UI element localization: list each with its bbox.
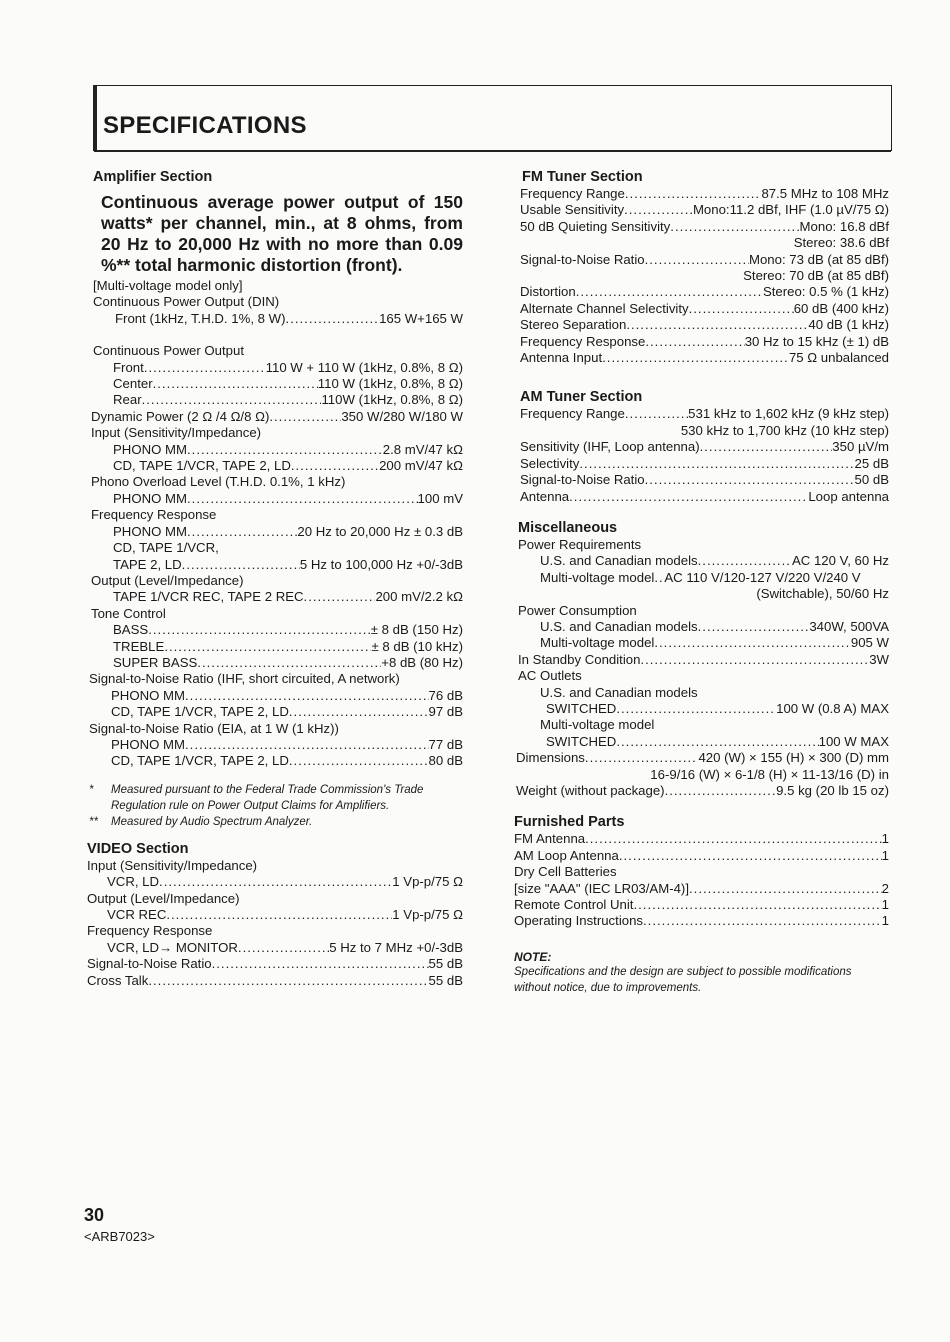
spec-row-am-sensitivity: Sensitivity (IHF, Loop antenna) ..... 350 µV/m xyxy=(514,439,889,455)
ac-mv-label: Multi-voltage model xyxy=(540,717,655,733)
spec-row-fr-tape: TAPE 2, LD ..... 5 Hz to 100,000 Hz +0/-3dB xyxy=(87,557,463,573)
spec-row-bass: BASS ..... ± 8 dB (150 Hz) xyxy=(87,622,463,638)
ac-us-label: U.S. and Canadian models xyxy=(540,684,698,700)
dimensions-inches: 16-9/16 (W) × 6-1/8 (H) × 11-13/16 (D) in xyxy=(650,766,889,782)
spec-row-video-fr: VCR, LD→ MONITOR ..... 5 Hz to 7 MHz +0/-3dB xyxy=(87,940,463,956)
spec-row-rear: Rear ..... 110W (1kHz, 0.8%, 8 Ω) xyxy=(87,392,463,408)
spec-row-am-selectivity: Selectivity ..... 25 dB xyxy=(514,456,889,472)
page-title: SPECIFICATIONS xyxy=(103,112,307,139)
fm-heading: FM Tuner Section xyxy=(522,169,643,185)
power-req-label: Power Requirements xyxy=(518,536,642,552)
spec-row-phono-overload: PHONO MM ..... 100 mV xyxy=(87,491,463,507)
snr-ihf-label: Signal-to-Noise Ratio (IHF, short circuited, A network) xyxy=(89,671,400,687)
power-consumption-label: Power Consumption xyxy=(518,602,637,618)
spec-row-am-antenna: Antenna ..... Loop antenna xyxy=(514,489,889,505)
fm-snr-stereo: Stereo: 70 dB (at 85 dBf) xyxy=(743,268,889,284)
page-number: 30 xyxy=(84,1205,105,1225)
spec-row-snr-ihf-phono: PHONO MM ..... 76 dB xyxy=(87,688,463,704)
tone-label: Tone Control xyxy=(91,605,166,621)
video-heading: VIDEO Section xyxy=(87,840,189,857)
footnote-2: ** Measured by Audio Spectrum Analyzer. xyxy=(89,815,313,828)
spec-row-fm-snr: Signal-to-Noise Ratio ..... Mono: 73 dB (at 85 dBf) xyxy=(514,252,889,268)
spec-row-fm-separation: Stereo Separation ..... 40 dB (1 kHz) xyxy=(514,317,889,333)
spec-row-center: Center ..... 110 W (1kHz, 0.8%, 8 Ω) xyxy=(87,376,463,392)
spec-row-video-input: VCR, LD ..... 1 Vp-p/75 Ω xyxy=(87,874,463,890)
part-batteries-label: Dry Cell Batteries xyxy=(514,864,617,880)
spec-row-front: Front ..... 110 W + 110 W (1kHz, 0.8%, 8 Ω) xyxy=(87,360,463,376)
spec-row-input-cd: CD, TAPE 1/VCR, TAPE 2, LD ..... 200 mV/47 kΩ xyxy=(87,458,463,474)
spec-row-fm-freq-range: Frequency Range ..... 87.5 MHz to 108 MHz xyxy=(514,186,889,202)
am-freq-range-2: 530 kHz to 1,700 kHz (10 kHz step) xyxy=(680,422,889,438)
spec-row-video-output: VCR REC ..... 1 Vp-p/75 Ω xyxy=(87,907,463,923)
power-statement: Continuous average power output of 150 watts* per channel, min., at 8 ohms, from 20 Hz to 20,000 Hz with no more than 0.09 %** total harmonic distortion (front). xyxy=(101,192,463,275)
spec-row-treble: TREBLE ..... ± 8 dB (10 kHz) xyxy=(87,639,463,655)
spec-row-fm-quieting: 50 dB Quieting Sensitivity ..... Mono: 16.8 dBf xyxy=(514,219,889,235)
spec-row-fm-response: Frequency Response ..... 30 Hz to 15 kHz (± 1) dB xyxy=(514,334,889,350)
spec-row-snr-ihf-cd: CD, TAPE 1/VCR, TAPE 2, LD ..... 97 dB xyxy=(87,704,463,720)
phono-overload-label: Phono Overload Level (T.H.D. 0.1%, 1 kHz) xyxy=(91,474,346,490)
right-column xyxy=(514,168,889,996)
spec-row-pr-mv: Multi-voltage model ..... AC 110 V/120-127 V/220 V/240 V xyxy=(514,570,889,586)
input-label: Input (Sensitivity/Impedance) xyxy=(91,425,262,441)
video-input-label: Input (Sensitivity/Impedance) xyxy=(87,857,258,873)
video-output-label: Output (Level/Impedance) xyxy=(87,890,240,906)
spec-row-video-snr: Signal-to-Noise Ratio ..... 55 dB xyxy=(87,956,463,972)
spec-row-video-crosstalk: Cross Talk ..... 55 dB xyxy=(87,973,463,989)
spec-row-part-remote: Remote Control Unit ..... 1 xyxy=(514,897,889,913)
document-code: <ARB7023> xyxy=(84,1229,155,1244)
spec-row-ac-mv-switched: SWITCHED ..... 100 W MAX xyxy=(514,734,889,750)
misc-heading: Miscellaneous xyxy=(518,519,618,536)
note-heading: NOTE: xyxy=(514,949,552,964)
spec-row-din-front: Front (1kHz, T.H.D. 1%, 8 W) ..... 165 W+165 W xyxy=(87,311,463,327)
spec-row-part-fm-antenna: FM Antenna ..... 1 xyxy=(514,831,889,847)
snr-eia-label: Signal-to-Noise Ratio (EIA, at 1 W (1 kHz)) xyxy=(89,720,339,736)
spec-row-am-snr: Signal-to-Noise Ratio ..... 50 dB xyxy=(514,472,889,488)
note-text: Specifications and the design are subject to possible modifications without notice, due to improvements. xyxy=(514,965,852,994)
spec-row-input-phono: PHONO MM ..... 2.8 mV/47 kΩ xyxy=(87,442,463,458)
spec-row-fr-phono: PHONO MM ..... 20 Hz to 20,000 Hz ± 0.3 dB xyxy=(87,524,463,540)
amplifier-heading: Amplifier Section xyxy=(93,169,213,185)
spec-row-pr-us: U.S. and Canadian models ..... AC 120 V, 60 Hz xyxy=(514,553,889,569)
spec-row-am-freq-range: Frequency Range ..... 531 kHz to 1,602 kHz (9 kHz step) xyxy=(514,406,889,422)
spec-row-dimensions: Dimensions ..... 420 (W) × 155 (H) × 300 (D) mm xyxy=(514,750,889,766)
spec-row-fm-usable-sens: Usable Sensitivity ..... Mono:11.2 dBf, IHF (1.0 µV/75 Ω) xyxy=(514,202,889,218)
cpo-label: Continuous Power Output xyxy=(93,343,245,359)
fr-cd-line: CD, TAPE 1/VCR, xyxy=(113,540,219,556)
spec-row-fm-alt-channel: Alternate Channel Selectivity ..... 60 dB (400 kHz) xyxy=(514,301,889,317)
spec-row-fm-distortion: Distortion ..... Stereo: 0.5 % (1 kHz) xyxy=(514,284,889,300)
spec-row-part-batteries: [size "AAA" (IEC LR03/AM-4)] ..... 2 xyxy=(514,881,889,897)
left-column xyxy=(87,168,463,989)
title-box xyxy=(93,85,892,151)
parts-heading: Furnished Parts xyxy=(514,814,625,831)
spec-row-part-am-antenna: AM Loop Antenna ..... 1 xyxy=(514,848,889,864)
spec-row-snr-eia-cd: CD, TAPE 1/VCR, TAPE 2, LD ..... 80 dB xyxy=(87,753,463,769)
spec-row-snr-eia-phono: PHONO MM ..... 77 dB xyxy=(87,737,463,753)
spec-row-fm-antenna: Antenna Input ..... 75 Ω unbalanced xyxy=(514,350,889,366)
spec-row-standby: In Standby Condition ..... 3W xyxy=(514,652,889,668)
am-heading: AM Tuner Section xyxy=(520,389,643,406)
video-fr-label: Frequency Response xyxy=(87,923,213,939)
fm-quieting-stereo: Stereo: 38.6 dBf xyxy=(793,235,889,251)
spec-row-dynamic-power: Dynamic Power (2 Ω /4 Ω/8 Ω) ..... 350 W/280 W/180 W xyxy=(87,409,463,425)
spec-row-ac-us-switched: SWITCHED ..... 100 W (0.8 A) MAX xyxy=(514,701,889,717)
spec-row-weight: Weight (without package) ..... 9.5 kg (20 lb 15 oz) xyxy=(514,783,889,799)
spec-row-part-instructions: Operating Instructions ..... 1 xyxy=(514,913,889,929)
spec-row-pc-us: U.S. and Canadian models ..... 340W, 500VA xyxy=(514,619,889,635)
pr-mv-switchable: (Switchable), 50/60 Hz xyxy=(756,586,889,602)
footnote-1: * Measured pursuant to the Federal Trade Commission's Trade Regulation rule on Power Output Claims for Amplifiers. xyxy=(89,783,424,812)
spec-row-super-bass: SUPER BASS ..... +8 dB (80 Hz) xyxy=(87,655,463,671)
spec-row-pc-mv: Multi-voltage model ..... 905 W xyxy=(514,635,889,651)
multi-voltage-note: [Multi-voltage model only] xyxy=(93,278,243,293)
din-label: Continuous Power Output (DIN) xyxy=(93,294,280,310)
spec-row-output: TAPE 1/VCR REC, TAPE 2 REC ..... 200 mV/2.2 kΩ xyxy=(87,589,463,605)
output-label: Output (Level/Impedance) xyxy=(91,572,244,588)
amplifier-section xyxy=(87,168,463,186)
freq-response-label: Frequency Response xyxy=(91,507,217,523)
ac-outlets-label: AC Outlets xyxy=(518,668,582,684)
